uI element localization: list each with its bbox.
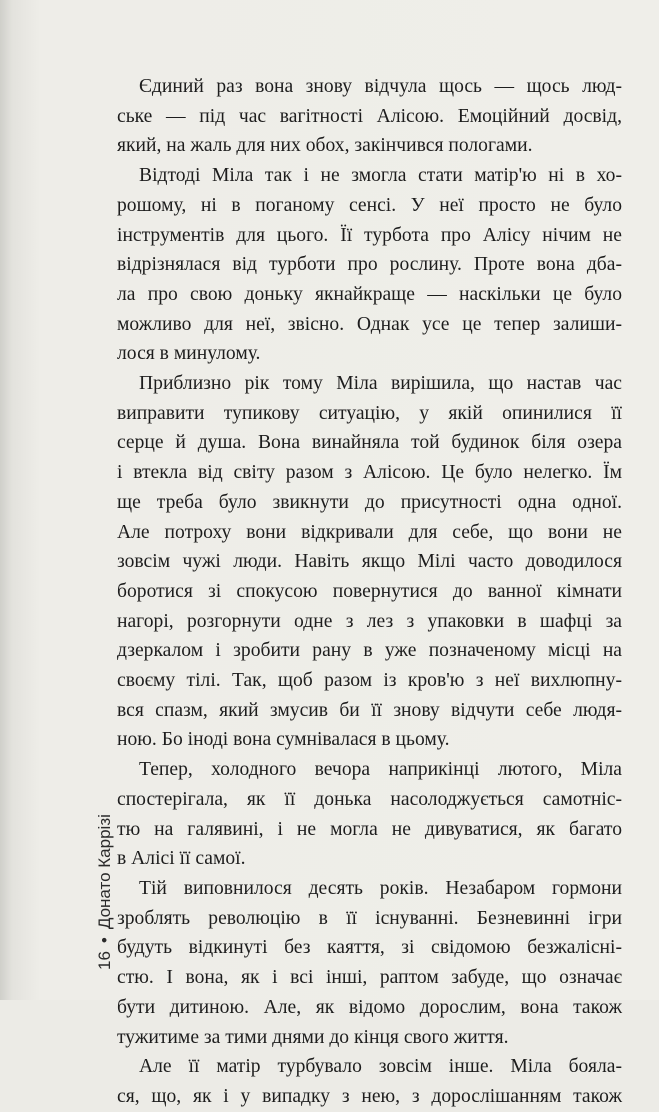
text-line: в Алісі її самої. <box>117 848 246 870</box>
text-line: Відтоді Міла так і не змогла стати матір'ю ні в хо- <box>139 165 622 187</box>
text-line: який, на жаль для них обох, закінчився пологами. <box>117 135 533 157</box>
text-line: дзеркалом і зробити рану в уже позначеному місці на <box>117 640 622 662</box>
paragraph <box>117 1052 622 1111</box>
separator: • <box>95 937 114 944</box>
text-line: ся, що, як і у випадку з нею, з дорослішанням також <box>117 1085 622 1107</box>
text-line: ське — під час вагітності Алісою. Емоційний досвід, <box>117 105 622 127</box>
page-number: 16 <box>95 951 114 970</box>
text-line: вся спазм, який змусив би її знову відчути себе людя- <box>117 699 622 721</box>
body-text <box>117 72 622 1112</box>
text-line: Приблизно рік тому Міла вирішила, що настав час <box>139 373 622 395</box>
text-line: боротися зі спокусою повернутися до ванної кімнати <box>117 580 622 602</box>
text-line: Але її матір турбувало зовсім інше. Міла бояла- <box>139 1056 622 1078</box>
text-line: нагорі, розгорнути одне з лез з упаковки в шафці за <box>117 610 622 632</box>
text-line: серце й душа. Вона винайняла той будинок біля озера <box>117 432 622 454</box>
paragraph <box>117 161 622 369</box>
paragraph <box>117 874 622 1052</box>
text-line: зовсім чужі люди. Навіть якщо Мілі часто доводилося <box>117 551 622 573</box>
text-line: зроблять революцію в її існуванні. Безневинні ігри <box>117 907 622 929</box>
text-line: будуть відкинуті без каяття, зі свідомою безжалісні- <box>117 937 622 959</box>
text-line: Тепер, холодного вечора наприкінці лютого, Міла <box>139 759 622 781</box>
text-line: стю. І вона, як і всі інші, раптом забуде, що означає <box>117 967 622 989</box>
text-line: Єдиний раз вона знову відчула щось — щось люд- <box>139 76 622 97</box>
running-head <box>92 790 117 970</box>
text-line: ною. Бо іноді вона сумнівалася в цьому. <box>117 729 450 751</box>
text-line: виправити тупикову ситуацію, у якій опинилися її <box>117 402 622 424</box>
text-line: спостерігала, як її донька насолоджується самотніс- <box>117 788 622 810</box>
text-line: бути дитиною. Але, як відомо дорослим, вона також <box>117 996 622 1018</box>
text-line: ще треба було звикнути до присутності одна одної. <box>117 491 622 513</box>
text-line: ла про свою доньку якнайкраще — наскільки це було <box>117 283 622 305</box>
text-line: Тій виповнилося десять років. Незабаром гормони <box>139 877 622 899</box>
text-line: Але потроху вони відкривали для себе, що вони не <box>117 521 622 543</box>
text-line: інструментів для цього. Її турбота про Алісу нічим не <box>117 224 622 246</box>
text-line: відрізнялася від турботи про рослину. Проте вона дба- <box>117 254 622 276</box>
text-line: можливо для неї, звісно. Однак усе це тепер залиши- <box>117 313 622 335</box>
text-line: рошому, ні в поганому сенсі. У неї просто не було <box>117 194 622 216</box>
paragraph <box>117 755 622 874</box>
paragraph <box>117 369 622 755</box>
text-line: тю на галявині, і не могла не дивуватися, як багато <box>117 818 622 840</box>
text-line: тужитиме за тими днями до кінця свого життя. <box>117 1026 509 1048</box>
text-line: лося в минулому. <box>117 343 261 365</box>
text-line: своєму тілі. Так, щоб разом із кров'ю з неї вихлюпну- <box>117 670 622 692</box>
author-name: Донато Каррізі <box>95 814 114 930</box>
paragraph <box>117 72 622 161</box>
text-line: і втекла від світу разом з Алісою. Це було нелегко. Їм <box>117 462 622 484</box>
